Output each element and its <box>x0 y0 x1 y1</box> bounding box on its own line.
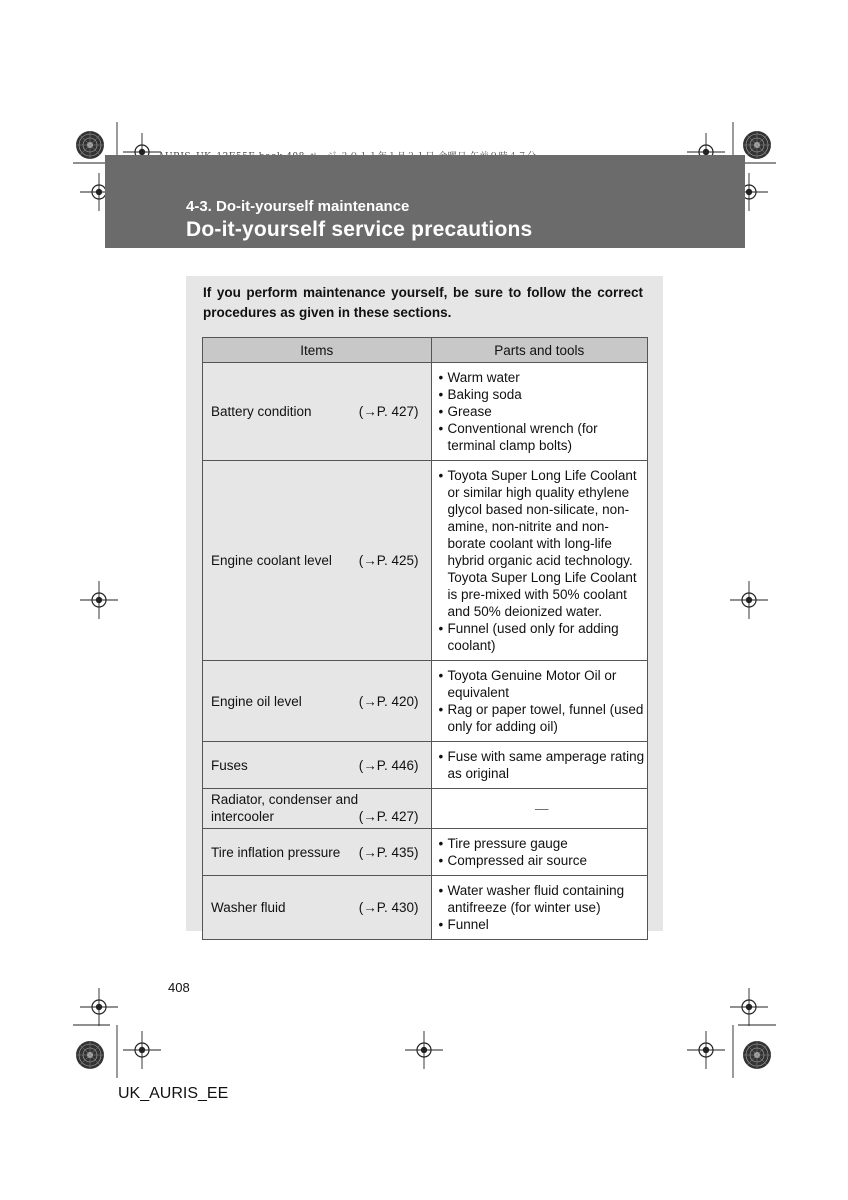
page-reference: (→P. 427) <box>358 809 419 824</box>
list-item: • Grease <box>439 403 646 420</box>
header-parts: Parts and tools <box>431 338 648 363</box>
page-reference: (→P. 446) <box>358 757 419 773</box>
header-items: Items <box>203 338 432 363</box>
parts-list <box>439 369 646 454</box>
table-row <box>203 829 648 876</box>
page-title: Do-it-yourself service precautions <box>186 218 533 241</box>
table-row <box>203 876 648 940</box>
list-item: • Baking soda <box>439 386 646 403</box>
bottom-marks <box>73 988 776 1078</box>
parts-list <box>439 748 646 782</box>
item-name: Radiator, condenser and intercooler <box>211 792 359 824</box>
parts-cell <box>431 363 648 461</box>
list-item: • Compressed air source <box>439 852 646 869</box>
parts-list <box>439 835 646 869</box>
page-reference: (→P. 430) <box>358 900 419 915</box>
item-cell <box>203 876 432 940</box>
table-row <box>203 742 648 789</box>
list-item: • Fuse with same amperage rating as original <box>439 748 646 782</box>
parts-list <box>439 467 646 654</box>
table-row <box>203 363 648 461</box>
parts-cell <box>431 661 648 742</box>
item-cell <box>203 789 432 829</box>
parts-list <box>439 882 646 933</box>
parts-cell <box>431 876 648 940</box>
item-cell <box>203 363 432 461</box>
parts-list <box>439 667 646 735</box>
table-row <box>203 661 648 742</box>
service-table <box>202 337 648 940</box>
list-item: • Funnel (used only for adding coolant) <box>439 620 646 654</box>
parts-cell <box>431 829 648 876</box>
table-row <box>203 461 648 661</box>
page-reference: (→P. 420) <box>358 693 419 709</box>
list-item: • Toyota Genuine Motor Oil or equivalent <box>439 667 646 701</box>
parts-cell <box>431 742 648 789</box>
intro-text: If you perform maintenance yourself, be sure to follow the correct procedures as given in these sections. <box>203 285 643 320</box>
section-number: 4-3. Do-it-yourself maintenance <box>186 198 410 215</box>
item-cell <box>203 461 432 661</box>
page-reference: (→P. 425) <box>358 553 419 568</box>
table-row <box>203 789 648 829</box>
list-item: • Warm water <box>439 369 646 386</box>
item-cell <box>203 742 432 789</box>
list-item: • Conventional wrench (for terminal clamp bolts) <box>439 420 646 454</box>
item-name: Fuses <box>211 757 248 773</box>
list-item: • Toyota Super Long Life Coolant or similar high quality ethylene glycol based non-silicate, non-amine, non-nitrite and non-borate coolant with long-life hybrid organic acid technology. Toyota Super Long Life Coolant is pre-mixed with 50% coolant and 50% deionized water. <box>439 467 646 620</box>
empty-dash: — <box>535 801 549 816</box>
item-name: Battery condition <box>211 404 312 419</box>
page-reference: (→P. 427) <box>358 404 419 419</box>
parts-cell <box>431 461 648 661</box>
list-item: • Tire pressure gauge <box>439 835 646 852</box>
document-code: UK_AURIS_EE <box>118 1085 229 1102</box>
page-number: 408 <box>168 980 190 995</box>
list-item: • Water washer fluid containing antifreeze (for winter use) <box>439 882 646 916</box>
list-item: • Funnel <box>439 916 646 933</box>
list-item: • Rag or paper towel, funnel (used only for adding oil) <box>439 701 646 735</box>
parts-cell <box>431 789 648 829</box>
table-header-row <box>203 338 648 363</box>
item-name: Tire inflation pressure <box>211 844 341 860</box>
page-reference: (→P. 435) <box>358 844 419 860</box>
item-name: Washer fluid <box>211 900 286 915</box>
item-name: Engine oil level <box>211 693 302 709</box>
item-name: Engine coolant level <box>211 553 332 568</box>
item-cell <box>203 661 432 742</box>
item-cell <box>203 829 432 876</box>
